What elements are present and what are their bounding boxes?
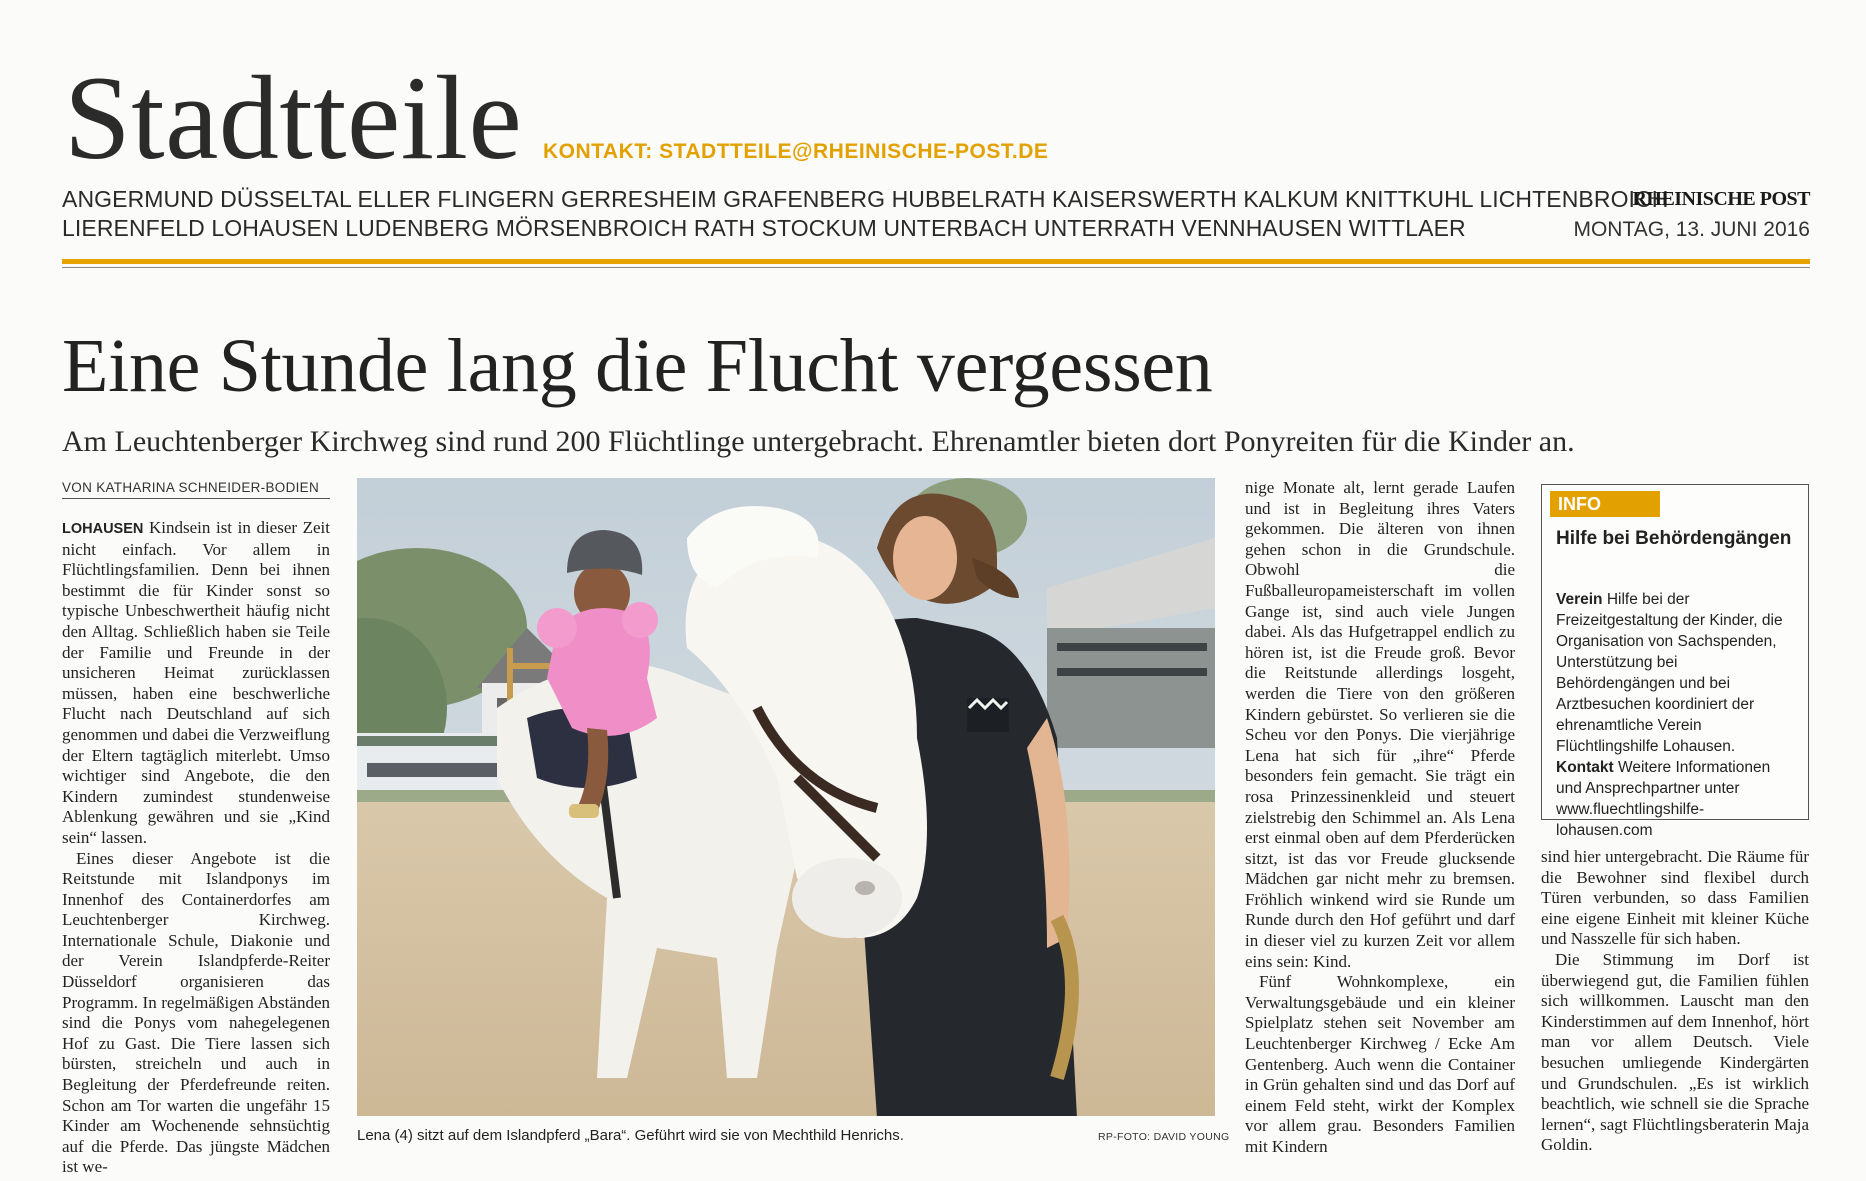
photo-credit: RP-FOTO: DAVID YOUNG: [1098, 1131, 1230, 1143]
paragraph: nige Monate alt, lernt gerade Laufen und ist in Begleitung ihres Vaters gekommen. Die älteren von ihnen gehen schon in die Grundschule. Obwohl die Fußballeuropameisterschaft im vollen Gange ist, sind auch viele Jungen dabei. Als das Hufgetrappel endlich zu hören ist, ist die Freude groß. Bevor die Reitstunde allerdings losgeht, werden die Tiere von den größeren Kindern gebürstet. So verlieren sie die Scheu vor den Ponys. Die vierjährige Lena hat sich für „ihre“ Pferde besonders fein gemacht. Sie trägt ein rosa Prinzessinenkleid und steuert zielstrebig den Schimmel an. Als Lena erst einmal oben auf dem Pferderücken sitzt, ist das vor Freude glucksende Mädchen gar nicht mehr zu bremsen. Fröhlich winkend wird sie Runde um Runde durch den Hof geführt und darf in dieser viel zu kurzen Zeit vor allem eins sein: Kind.: [1245, 478, 1515, 971]
paragraph: [62, 518, 330, 849]
byline: VON KATHARINA SCHNEIDER-BODIEN: [62, 480, 320, 495]
byline-rule: [62, 498, 330, 499]
dateline: LOHAUSEN: [62, 521, 144, 537]
issue-date: MONTAG, 13. JUNI 2016: [1573, 218, 1810, 241]
newspaper-name: RHEINISCHE POST: [1632, 188, 1810, 210]
article-photo: [357, 478, 1215, 1116]
article-column-3: [1245, 478, 1515, 1158]
photo-illustration: [357, 478, 1215, 1116]
info-box: [1541, 484, 1809, 839]
header-rule-thin: [62, 267, 1810, 268]
photo-caption: Lena (4) sitzt auf dem Islandpferd „Bara“. Geführt wird sie von Mechthild Henrichs.: [357, 1127, 904, 1144]
info-kontakt-label: Kontakt: [1556, 759, 1614, 776]
paragraph: Fünf Wohnkomplexe, ein Verwaltungsgebäude und ein kleiner Spielplatz stehen seit November am Leuchtenberger Kirchweg / Ecke Am Gentenberg. Auch wenn die Container in Grün gehalten sind und das Dorf auf einem Feld steht, wirkt der Komplex vor allem grau. Besonders Familien mit Kindern: [1245, 972, 1515, 1156]
article-column-1: [62, 518, 330, 1178]
district-list-line-1: ANGERMUND DÜSSELTAL ELLER FLINGERN GERRESHEIM GRAFENBERG HUBBELRATH KAISERSWERTH KALKUM KNITTKUHL LICHTENBROICH: [62, 186, 1669, 212]
header-rule: [62, 259, 1810, 264]
paragraph: Die Stimmung im Dorf ist überwiegend gut, die Familien fühlen sich willkommen. Lauscht man den Kinderstimmen auf dem Innenhof, hört man vor allem Deutsch. Viele besuchen umliegende Kindergärten und Grundschulen. „Es ist wirklich beachtlich, wie schnell sie die Sprache lernen“, sagt Flüchtlingsberaterin Maja Goldin.: [1541, 949, 1809, 1155]
paragraph: Eines dieser Angebote ist die Reitstunde mit Islandponys im Innenhof des Containerdorfes am Leuchtenberger Kirchweg. Internationale Schule, Diakonie und der Verein Islandpferde-Reiter Düsseldorf organisieren das Programm. In regelmäßigen Abständen sind die Ponys vom nahegelegenen Hof zu Gast. Die Tiere lassen sich bürsten, streicheln und auch in Begleitung der Pferdefreunde reiten. Schon am Tor warten die ungefähr 15 Kinder am Wochenende sehnsüchtig auf die Pferde. Das jüngste Mädchen ist we-: [62, 848, 330, 1177]
info-verein-label: Verein: [1556, 591, 1603, 608]
contact-email[interactable]: KONTAKT: STADTTEILE@RHEINISCHE-POST.DE: [543, 140, 1049, 163]
info-label: INFO: [1550, 491, 1660, 517]
paragraph-text: Kindsein ist in dieser Zeit nicht einfach. Vor allem in Flüchtlingsfamilien. Denn bei ihnen bestimmt die für Kinder sonst so typische Unbeschwertheit häufig nicht den Alltag. Schließlich haben sie Teile der Familie und Freunde in der unsicheren Heimat zurücklassen müssen, haben eine beschwerliche Flucht nach Deutschland auf sich genommen und dabei die Verzweiflung der Eltern tagtäglich miterlebt. Umso wichtiger sind Angebote, die den Kindern zumindest stundenweise Ablenkung gewähren und sie „Kind sein“ lassen.: [62, 518, 331, 847]
info-body: [1556, 589, 1796, 841]
section-title: Stadtteile: [64, 51, 523, 184]
paragraph: sind hier untergebracht. Die Räume für die Bewohner sind flexibel durch Türen verbunden, so dass Familien eine eigene Einheit mit kleiner Küche und Nasszelle für sich haben.: [1541, 847, 1809, 949]
subheadline: Am Leuchtenberger Kirchweg sind rund 200 Flüchtlinge untergebracht. Ehrenamtler bieten dort Ponyreiten für die Kinder an.: [62, 425, 1575, 458]
info-verein-text: Hilfe bei der Freizeitgestaltung der Kinder, die Organisation von Sachspenden, Unterstützung bei Behördengängen und bei Arztbesuchen koordiniert der ehrenamtliche Verein Flüchtlingshilfe Lohausen.: [1556, 591, 1783, 755]
headline: Eine Stunde lang die Flucht vergessen: [62, 324, 1213, 408]
district-list-line-2: LIERENFELD LOHAUSEN LUDENBERG MÖRSENBROICH RATH STOCKUM UNTERBACH UNTERRATH VENNHAUSEN WITTLAER: [62, 215, 1466, 241]
bleed-through: [1330, 50, 1362, 188]
article-column-4: [1541, 847, 1809, 1156]
info-title: Hilfe bei Behördengängen: [1556, 528, 1792, 549]
info-kontakt-text[interactable]: Weitere Informationen und Ansprechpartner unter www.fluechtlingshilfe-lohausen.com: [1556, 759, 1771, 839]
